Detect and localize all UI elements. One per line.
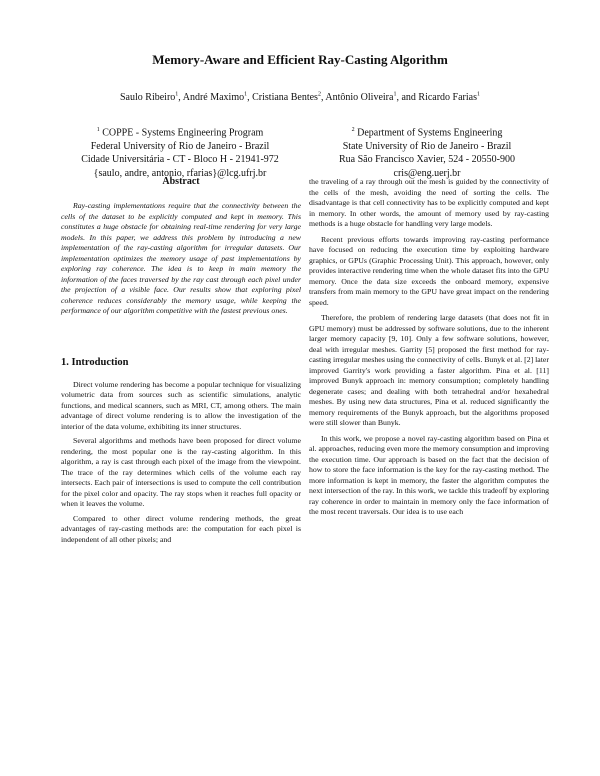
abstract-heading: Abstract — [162, 176, 200, 187]
paragraph: Therefore, the problem of rendering large datasets (that does not fit in GPU memory) must be addressed by software solutions, due to the inherent larger memory capacity [9, 10]. Only a few software solutions, however, deal with irregular meshes. Garrity [5] proposed the first method for ray-casting irregular meshes using the connectivity of cells. Bunyk et al. [2] later improved Garrity's work providing a faster algorithm. Pina et al. [11] improved Bunyk approach in: memory consumption; completely handling degenerate cases; and dealing with both tetrahedral and/or hexahedral meshes. By using new data structures, Pina et al. reduced significantly the memory requirements of the Bunyk approach, but the algorithms proposed were still slower than Bunyk. — [309, 313, 549, 427]
author: Cristiana Bentes$^2$, — [252, 92, 326, 104]
email: {saulo, andre, antonio, rfarias}@lcg.ufrj.br — [93, 167, 267, 179]
paragraph: the traveling of a ray through out the mesh is guided by the connectivity of the cells of the mesh, avoiding the need of sorting the cells. The disadvantage is that cell connectivity has to be explicitly computed and kept in memory. In other words, the amount of memory used by ray-casting methods is a huge obstacle for handling very large models. — [309, 177, 549, 228]
paragraph: In this work, we propose a novel ray-casting algorithm based on Pina et al. approaches, reducing even more the memory consumption and improving the execution time. Our approach is based on the fact that the decision of how to store the face information is the key for the ray-casting method. The more information is kept in memory, the faster the algorithm computes the next intersection of the ray. In this work, we tackle this tradeoff by exploring ray coherence in order to maintain in memory only the face information of the most recent traversals. Our idea is to use each — [309, 433, 549, 516]
affiliation-1: $^1$ COPPE - Systems Engineering Program Federal University of Rio de Janeiro - Brazil Cidade Universitária - CT - Bloco H - 21941-972 {saulo, andre, antonio, rfarias}@lcg.ufrj.br — [60, 124, 300, 180]
affiliation-2: $^2$ Department of Systems Engineering State University of Rio de Janeiro - Brazil Rua São Francisco Xavier, 524 - 20550-900 cris@eng.uerj.br — [307, 124, 547, 180]
author: Antônio Oliveira$^1$, and — [325, 92, 419, 104]
section-heading-introduction: 1. Introduction — [61, 356, 129, 368]
right-column — [309, 177, 549, 523]
abstract-text: Ray-casting implementations require that the connectivity between the cells of the dataset to be explicitly computed and kept in memory. This constitutes a huge obstacle for obtaining real-time rendering for very large models. In this paper, we address this problem by introducing a new implementation of the ray-casting algorithm for irregular datasets. Our implementation optimizes the memory usage of past implementations by exploring ray coherence. The idea is to keep in main memory the information of the faces traversed by the ray cast through each pixel under the projection of a visible face. Our results show that exploring pixel coherence reduces considerably the memory usage, while keeping the performance of our algorithm competitive with the fastest previous ones. — [61, 201, 301, 315]
paragraph: Compared to other direct volume rendering methods, the great advantages of ray-casting methods are: the computation for each pixel is independent of all other pixels; and — [61, 513, 301, 544]
left-column — [61, 176, 301, 549]
paragraph: Several algorithms and methods have been proposed for direct volume rendering, the most popular one is the ray-casting algorithm. In this algorithm, a ray is cast through each pixel of the image from the viewpoint. The trace of the ray determines which cells of the volume each ray intersects. Each pair of intersections is used to compute the cell contribution for the pixel color and opacity. The ray stops when it reaches full opacity or when it leaves the volume. — [61, 436, 301, 508]
paragraph: Recent previous efforts towards improving ray-casting performance have focused on reducing the execution time by exploiting hardware graphics, or GPUs (Graphic Processing Unit). This approach, however, only provides interactive rendering time when the whole dataset fits into the GPU memory. Once the data size exceeds the onboard memory, expensive transfers from main memory to the GPU have great impact on the rendering speed. — [309, 234, 549, 307]
paper-title: Memory-Aware and Efficient Ray-Casting Algorithm — [152, 52, 448, 67]
author: André Maximo$^1$, — [182, 92, 253, 104]
author: Ricardo Farias$^1$ — [418, 92, 480, 104]
paragraph: Direct volume rendering has become a popular technique for visualizing volumetric data from sources such as scientific simulations, analytic functions, and medical scanners, such as MRI, CT, among others. The main advantage of direct volume rendering is to allow the investigation of the interior of the data volume, exhibiting its inner structures. — [61, 379, 301, 431]
email: cris@eng.uerj.br — [393, 167, 461, 179]
author-list — [0, 92, 600, 103]
author: Saulo Ribeiro$^1$, — [120, 92, 183, 104]
